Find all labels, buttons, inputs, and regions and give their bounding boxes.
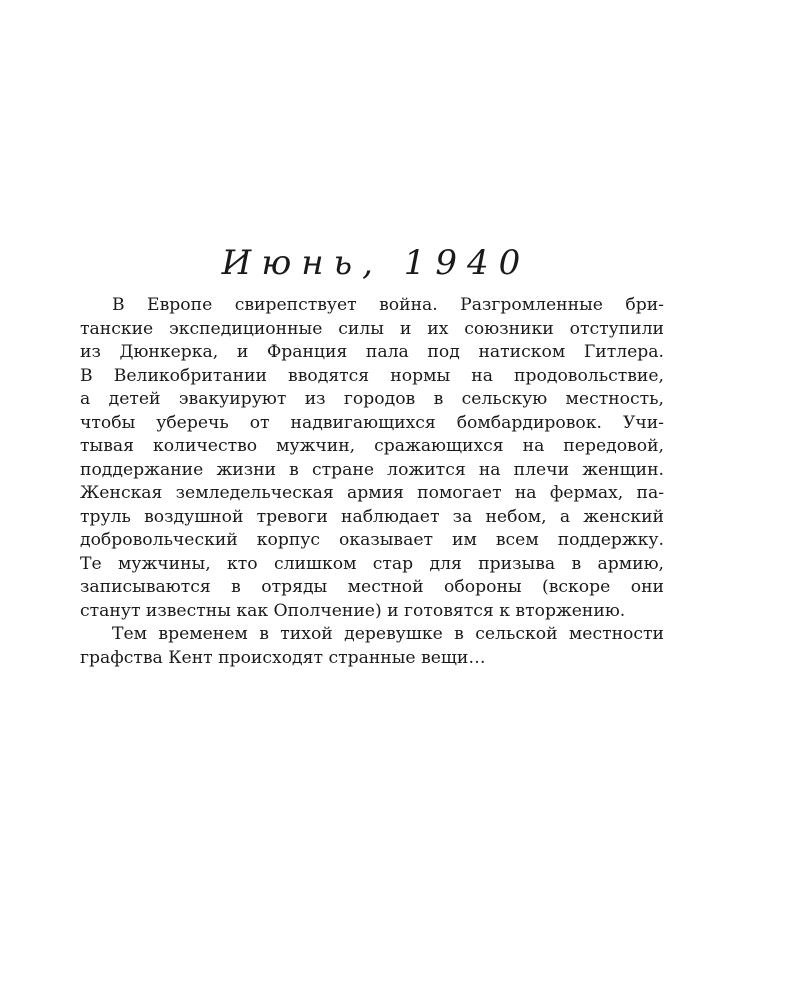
document-page xyxy=(80,240,664,670)
paragraph-line: тывая количество мужчин, сражающихся на передовой, xyxy=(80,436,664,456)
paragraph-line: В Европе свирепствует война. Разгромленные бри- xyxy=(112,295,664,315)
body-text xyxy=(80,294,664,670)
paragraph-line: станут известны как Ополчение) и готовятся к вторжению. xyxy=(80,600,626,621)
paragraph-line: танские экспедиционные силы и их союзники отступили xyxy=(80,318,664,339)
chapter-title: Июнь, 1940 xyxy=(221,243,531,283)
paragraph-line: из Дюнкерка, и Франция пала под натиском Гитлера. xyxy=(80,342,664,362)
paragraph-line: труль воздушной тревоги наблюдает за небом, а женский xyxy=(80,506,664,527)
paragraph-line: добровольческий корпус оказывает им всем поддержку. xyxy=(80,530,664,550)
paragraph-line: В Великобритании вводятся нормы на продовольствие, xyxy=(80,365,664,386)
paragraph-line: записываются в отряды местной обороны (вскоре они xyxy=(80,577,664,597)
paragraph-line: а детей эвакуируют из городов в сельскую местность, xyxy=(80,389,664,409)
paragraph-line: графства Кент происходят странные вещи… xyxy=(80,647,486,668)
paragraph-line: поддержание жизни в стране ложится на плечи женщин. xyxy=(80,459,664,480)
paragraph-line: Женская земледельческая армия помогает на фермах, па- xyxy=(80,483,664,503)
paragraph-line: Тем временем в тихой деревушке в сельской местности xyxy=(112,624,664,644)
paragraph-line: Те мужчины, кто слишком стар для призыва в армию, xyxy=(80,553,664,574)
paragraph-line: чтобы уберечь от надвигающихся бомбардировок. Учи- xyxy=(80,412,664,433)
